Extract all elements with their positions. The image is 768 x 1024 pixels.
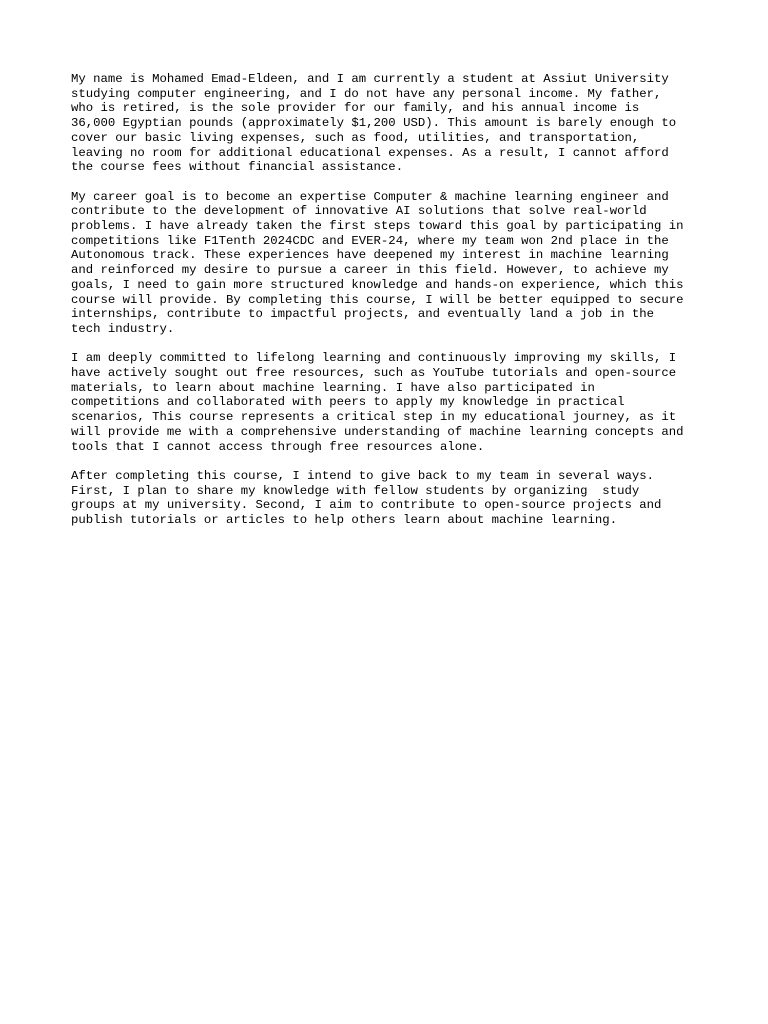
text-line: goals, I need to gain more structured knowledge and hands-on experience, which this xyxy=(71,277,684,292)
text-line: materials, to learn about machine learning. I have also participated in xyxy=(71,380,595,395)
text-line: will provide me with a comprehensive understanding of machine learning concepts and xyxy=(71,424,684,439)
text-line: publish tutorials or articles to help others learn about machine learning. xyxy=(71,513,618,528)
text-line: tech industry. xyxy=(71,321,175,336)
text-line: contribute to the development of innovative AI solutions that solve real-world xyxy=(71,204,647,219)
text-line: First, I plan to share my knowledge with fellow students by organizing study xyxy=(71,483,640,498)
text-line: leaving no room for additional educational expenses. As a result, I cannot afford xyxy=(71,145,669,160)
text-line: tools that I cannot access through free resources alone. xyxy=(71,439,485,454)
text-line: After completing this course, I intend to give back to my team in several ways. xyxy=(71,468,654,483)
text-line: groups at my university. Second, I aim to contribute to open-source projects and xyxy=(71,498,662,513)
text-line: studying computer engineering, and I do not have any personal income. My father, xyxy=(71,86,662,101)
text-line: and reinforced my desire to pursue a career in this field. However, to achieve my xyxy=(71,263,669,278)
paragraph-give-back xyxy=(71,469,711,528)
text-line: who is retired, is the sole provider for our family, and his annual income is xyxy=(71,101,640,116)
text-line: have actively sought out free resources, such as YouTube tutorials and open-source xyxy=(71,366,677,381)
paragraph-lifelong-learning xyxy=(71,351,711,454)
text-line: scenarios, This course represents a critical step in my educational journey, as it xyxy=(71,410,677,425)
text-line: cover our basic living expenses, such as food, utilities, and transportation, xyxy=(71,130,640,145)
text-line: competitions like F1Tenth 2024CDC and EVER-24, where my team won 2nd place in the xyxy=(71,233,669,248)
text-line: problems. I have already taken the first steps toward this goal by participating in xyxy=(71,219,684,234)
paragraph-career-goal xyxy=(71,190,711,337)
text-line: Autonomous track. These experiences have deepened my interest in machine learning xyxy=(71,248,669,263)
text-line: My name is Mohamed Emad-Eldeen, and I am currently a student at Assiut University xyxy=(71,72,669,86)
text-line: the course fees without financial assistance. xyxy=(71,160,404,175)
text-line: 36,000 Egyptian pounds (approximately $1,200 USD). This amount is barely enough to xyxy=(71,116,677,131)
text-line: competitions and collaborated with peers to apply my knowledge in practical xyxy=(71,395,625,410)
text-line: My career goal is to become an expertise Computer & machine learning engineer and xyxy=(71,189,669,204)
document-body xyxy=(71,72,711,542)
text-line: I am deeply committed to lifelong learning and continuously improving my skills, I xyxy=(71,351,677,366)
paragraph-financial-situation xyxy=(71,72,711,175)
text-line: internships, contribute to impactful projects, and eventually land a job in the xyxy=(71,307,654,322)
text-line: course will provide. By completing this course, I will be better equipped to secure xyxy=(71,292,684,307)
